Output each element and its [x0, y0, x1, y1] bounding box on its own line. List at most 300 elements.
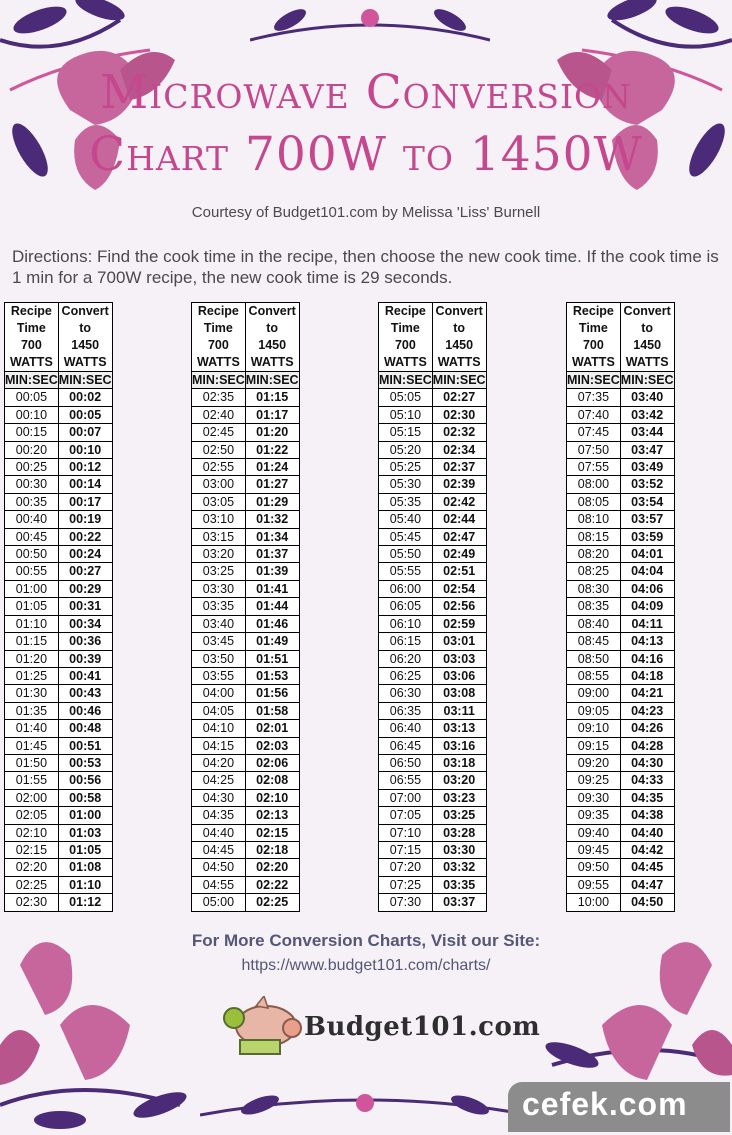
header-line: WATTS	[63, 355, 107, 369]
converted-time-cell: 03:11	[432, 702, 486, 719]
converted-time-cell: 02:32	[432, 424, 486, 441]
header-line: WATTS	[625, 355, 669, 369]
table-row	[5, 894, 113, 911]
column-header	[432, 303, 486, 372]
converted-time-cell: 00:29	[58, 580, 112, 597]
table-row	[567, 876, 675, 893]
table-row	[192, 633, 300, 650]
recipe-time-cell: 04:20	[192, 754, 246, 771]
table-row	[379, 667, 487, 684]
recipe-time-cell: 00:10	[5, 406, 59, 423]
converted-time-cell: 00:31	[58, 598, 112, 615]
recipe-time-cell: 08:40	[567, 615, 621, 632]
recipe-time-cell: 03:25	[192, 563, 246, 580]
table-row	[192, 859, 300, 876]
converted-time-cell: 01:17	[245, 406, 299, 423]
converted-time-cell: 00:22	[58, 528, 112, 545]
recipe-time-cell: 05:50	[379, 546, 433, 563]
header-line: 1450	[71, 338, 100, 352]
table-row	[567, 789, 675, 806]
header-line: Convert to	[623, 304, 671, 335]
converted-time-cell: 02:59	[432, 615, 486, 632]
converted-time-cell: 01:03	[58, 824, 112, 841]
recipe-time-cell: 03:35	[192, 598, 246, 615]
recipe-time-cell: 00:25	[5, 459, 59, 476]
recipe-time-cell: 05:00	[192, 894, 246, 911]
table-row	[567, 459, 675, 476]
header-line: WATTS	[383, 355, 427, 369]
converted-time-cell: 03:49	[620, 459, 674, 476]
pig-mascot-icon	[220, 996, 304, 1058]
recipe-time-cell: 08:50	[567, 650, 621, 667]
header-line: 1450	[445, 338, 474, 352]
recipe-time-cell: 03:15	[192, 528, 246, 545]
converted-time-cell: 04:26	[620, 720, 674, 737]
table-row	[567, 737, 675, 754]
table-row	[192, 441, 300, 458]
recipe-time-cell: 08:55	[567, 667, 621, 684]
recipe-time-cell: 07:00	[379, 789, 433, 806]
title-line-1: Microwave Conversion	[100, 65, 632, 120]
recipe-time-cell: 08:15	[567, 528, 621, 545]
recipe-time-cell: 02:50	[192, 441, 246, 458]
converted-time-cell: 00:48	[58, 720, 112, 737]
converted-time-cell: 03:32	[432, 859, 486, 876]
table-row	[379, 789, 487, 806]
recipe-time-cell: 08:35	[567, 598, 621, 615]
converted-time-cell: 03:23	[432, 789, 486, 806]
recipe-time-cell: 06:20	[379, 650, 433, 667]
converted-time-cell: 04:04	[620, 563, 674, 580]
header-line: Recipe	[10, 304, 52, 318]
converted-time-cell: 01:08	[58, 859, 112, 876]
converted-time-cell: 04:09	[620, 598, 674, 615]
table-row	[379, 894, 487, 911]
table-row	[567, 754, 675, 771]
recipe-time-cell: 00:50	[5, 546, 59, 563]
table-row	[192, 459, 300, 476]
table-row	[567, 772, 675, 789]
table-row	[567, 720, 675, 737]
converted-time-cell: 03:57	[620, 511, 674, 528]
table-row	[567, 580, 675, 597]
recipe-time-cell: 04:10	[192, 720, 246, 737]
converted-time-cell: 01:46	[245, 615, 299, 632]
recipe-time-cell: 00:15	[5, 424, 59, 441]
column-header	[567, 303, 621, 372]
converted-time-cell: 04:06	[620, 580, 674, 597]
header-line: Convert to	[248, 304, 296, 335]
table-row	[5, 406, 113, 423]
unit-header: MIN:SEC	[567, 373, 620, 387]
converted-time-cell: 03:35	[432, 876, 486, 893]
recipe-time-cell: 02:05	[5, 807, 59, 824]
table-row	[192, 807, 300, 824]
table-row	[5, 685, 113, 702]
converted-time-cell: 04:50	[620, 894, 674, 911]
table-row	[5, 702, 113, 719]
recipe-time-cell: 04:45	[192, 841, 246, 858]
converted-time-cell: 03:44	[620, 424, 674, 441]
recipe-time-cell: 02:35	[192, 389, 246, 406]
table-row	[567, 807, 675, 824]
recipe-time-cell: 09:00	[567, 685, 621, 702]
table-row	[192, 406, 300, 423]
table-row	[5, 720, 113, 737]
recipe-time-cell: 09:55	[567, 876, 621, 893]
table-row	[192, 511, 300, 528]
converted-time-cell: 04:35	[620, 789, 674, 806]
converted-time-cell: 02:15	[245, 824, 299, 841]
converted-time-cell: 02:08	[245, 772, 299, 789]
recipe-time-cell: 03:10	[192, 511, 246, 528]
conversion-table-1	[4, 302, 113, 912]
recipe-time-cell: 00:55	[5, 563, 59, 580]
recipe-time-cell: 04:25	[192, 772, 246, 789]
converted-time-cell: 01:12	[58, 894, 112, 911]
header-line: WATTS	[571, 355, 615, 369]
conversion-table-2	[191, 302, 300, 912]
table-row	[567, 859, 675, 876]
recipe-time-cell: 08:25	[567, 563, 621, 580]
table-row	[192, 598, 300, 615]
table-row	[379, 720, 487, 737]
recipe-time-cell: 01:45	[5, 737, 59, 754]
recipe-time-cell: 03:30	[192, 580, 246, 597]
floral-decoration-bottom-center-icon	[200, 1075, 530, 1135]
recipe-time-cell: 03:20	[192, 546, 246, 563]
table-row	[5, 424, 113, 441]
table-row	[379, 876, 487, 893]
converted-time-cell: 02:42	[432, 493, 486, 510]
unit-header: MIN:SEC	[432, 373, 486, 387]
converted-time-cell: 04:38	[620, 807, 674, 824]
recipe-time-cell: 05:30	[379, 476, 433, 493]
title-line-2: Chart 700W to 1450W	[89, 127, 643, 182]
unit-header: MIN:SEC	[620, 373, 674, 387]
budget101-logo[interactable]	[220, 996, 541, 1058]
recipe-time-cell: 02:20	[5, 859, 59, 876]
recipe-time-cell: 01:35	[5, 702, 59, 719]
recipe-time-cell: 04:40	[192, 824, 246, 841]
unit-header: MIN:SEC	[379, 373, 432, 387]
table-row	[5, 459, 113, 476]
recipe-time-cell: 01:50	[5, 754, 59, 771]
table-row	[379, 563, 487, 580]
header-line: Time 700	[578, 321, 608, 352]
table-row	[379, 389, 487, 406]
table-row	[379, 685, 487, 702]
converted-time-cell: 04:23	[620, 702, 674, 719]
converted-time-cell: 02:56	[432, 598, 486, 615]
converted-time-cell: 03:01	[432, 633, 486, 650]
recipe-time-cell: 07:35	[567, 389, 621, 406]
page-title	[0, 62, 732, 186]
converted-time-cell: 03:06	[432, 667, 486, 684]
recipe-time-cell: 05:15	[379, 424, 433, 441]
table-row	[5, 789, 113, 806]
recipe-time-cell: 04:55	[192, 876, 246, 893]
recipe-time-cell: 02:10	[5, 824, 59, 841]
table-row	[567, 476, 675, 493]
unit-header: MIN:SEC	[245, 373, 299, 387]
table-row	[5, 511, 113, 528]
credit-line: Courtesy of Budget101.com by Melissa 'Liss' Burnell	[191, 204, 541, 221]
converted-time-cell: 01:44	[245, 598, 299, 615]
table-row	[5, 563, 113, 580]
recipe-time-cell: 06:50	[379, 754, 433, 771]
converted-time-cell: 04:42	[620, 841, 674, 858]
recipe-time-cell: 08:05	[567, 493, 621, 510]
table-row	[379, 459, 487, 476]
recipe-time-cell: 09:15	[567, 737, 621, 754]
recipe-time-cell: 01:25	[5, 667, 59, 684]
recipe-time-cell: 03:05	[192, 493, 246, 510]
converted-time-cell: 02:30	[432, 406, 486, 423]
converted-time-cell: 00:46	[58, 702, 112, 719]
column-header	[5, 303, 59, 372]
converted-time-cell: 01:05	[58, 841, 112, 858]
recipe-time-cell: 10:00	[567, 894, 621, 911]
column-header	[620, 303, 674, 372]
column-header	[192, 303, 246, 372]
footer-url-link[interactable]: https://www.budget101.com/charts/	[241, 957, 491, 974]
table-row	[192, 685, 300, 702]
table-row	[379, 772, 487, 789]
converted-time-cell: 01:51	[245, 650, 299, 667]
table-row	[567, 406, 675, 423]
recipe-time-cell: 01:00	[5, 580, 59, 597]
recipe-time-cell: 06:45	[379, 737, 433, 754]
header-line: WATTS	[437, 355, 481, 369]
converted-time-cell: 02:01	[245, 720, 299, 737]
recipe-time-cell: 05:45	[379, 528, 433, 545]
converted-time-cell: 02:34	[432, 441, 486, 458]
recipe-time-cell: 05:10	[379, 406, 433, 423]
recipe-time-cell: 01:30	[5, 685, 59, 702]
converted-time-cell: 01:34	[245, 528, 299, 545]
converted-time-cell: 00:17	[58, 493, 112, 510]
converted-time-cell: 02:22	[245, 876, 299, 893]
table-row	[5, 737, 113, 754]
converted-time-cell: 02:49	[432, 546, 486, 563]
unit-header: MIN:SEC	[5, 373, 58, 387]
converted-time-cell: 01:56	[245, 685, 299, 702]
converted-time-cell: 03:40	[620, 389, 674, 406]
recipe-time-cell: 09:10	[567, 720, 621, 737]
recipe-time-cell: 07:50	[567, 441, 621, 458]
converted-time-cell: 00:41	[58, 667, 112, 684]
header-line: Recipe	[384, 304, 426, 318]
converted-time-cell: 00:24	[58, 546, 112, 563]
converted-time-cell: 01:20	[245, 424, 299, 441]
table-row	[567, 546, 675, 563]
recipe-time-cell: 04:05	[192, 702, 246, 719]
converted-time-cell: 00:36	[58, 633, 112, 650]
converted-time-cell: 03:30	[432, 841, 486, 858]
converted-time-cell: 03:52	[620, 476, 674, 493]
converted-time-cell: 00:14	[58, 476, 112, 493]
recipe-time-cell: 07:05	[379, 807, 433, 824]
recipe-time-cell: 06:30	[379, 685, 433, 702]
table-row	[5, 633, 113, 650]
recipe-time-cell: 05:20	[379, 441, 433, 458]
table-row	[192, 389, 300, 406]
recipe-time-cell: 09:05	[567, 702, 621, 719]
converted-time-cell: 01:27	[245, 476, 299, 493]
recipe-time-cell: 07:55	[567, 459, 621, 476]
converted-time-cell: 01:10	[58, 876, 112, 893]
table-row	[379, 702, 487, 719]
recipe-time-cell: 00:40	[5, 511, 59, 528]
table-row	[192, 702, 300, 719]
recipe-time-cell: 06:40	[379, 720, 433, 737]
table-row	[192, 841, 300, 858]
converted-time-cell: 03:16	[432, 737, 486, 754]
table-row	[5, 528, 113, 545]
recipe-time-cell: 05:55	[379, 563, 433, 580]
converted-time-cell: 01:15	[245, 389, 299, 406]
table-row	[379, 841, 487, 858]
converted-time-cell: 00:56	[58, 772, 112, 789]
header-line: Recipe	[572, 304, 614, 318]
recipe-time-cell: 06:55	[379, 772, 433, 789]
table-row	[192, 720, 300, 737]
recipe-time-cell: 06:00	[379, 580, 433, 597]
table-row	[192, 563, 300, 580]
converted-time-cell: 02:51	[432, 563, 486, 580]
table-row	[379, 476, 487, 493]
converted-time-cell: 04:11	[620, 615, 674, 632]
converted-time-cell: 04:40	[620, 824, 674, 841]
recipe-time-cell: 02:00	[5, 789, 59, 806]
table-row	[379, 737, 487, 754]
converted-time-cell: 02:10	[245, 789, 299, 806]
converted-time-cell: 00:12	[58, 459, 112, 476]
recipe-time-cell: 01:10	[5, 615, 59, 632]
table-row	[192, 650, 300, 667]
recipe-time-cell: 01:40	[5, 720, 59, 737]
converted-time-cell: 03:03	[432, 650, 486, 667]
table-row	[192, 493, 300, 510]
recipe-time-cell: 00:35	[5, 493, 59, 510]
table-row	[379, 598, 487, 615]
table-row	[5, 754, 113, 771]
recipe-time-cell: 00:30	[5, 476, 59, 493]
recipe-time-cell: 06:35	[379, 702, 433, 719]
footer-cta: For More Conversion Charts, Visit our Site:	[191, 931, 541, 950]
recipe-time-cell: 03:50	[192, 650, 246, 667]
unit-header: MIN:SEC	[192, 373, 245, 387]
table-row	[567, 493, 675, 510]
recipe-time-cell: 07:10	[379, 824, 433, 841]
header-line: WATTS	[9, 355, 53, 369]
recipe-time-cell: 03:45	[192, 633, 246, 650]
recipe-time-cell: 04:50	[192, 859, 246, 876]
converted-time-cell: 00:27	[58, 563, 112, 580]
table-row	[5, 615, 113, 632]
recipe-time-cell: 08:00	[567, 476, 621, 493]
table-row	[567, 424, 675, 441]
recipe-time-cell: 05:40	[379, 511, 433, 528]
converted-time-cell: 03:28	[432, 824, 486, 841]
table-row	[567, 633, 675, 650]
converted-time-cell: 01:53	[245, 667, 299, 684]
recipe-time-cell: 03:40	[192, 615, 246, 632]
converted-time-cell: 02:37	[432, 459, 486, 476]
converted-time-cell: 02:18	[245, 841, 299, 858]
converted-time-cell: 04:21	[620, 685, 674, 702]
converted-time-cell: 04:18	[620, 667, 674, 684]
converted-time-cell: 04:45	[620, 859, 674, 876]
recipe-time-cell: 06:15	[379, 633, 433, 650]
converted-time-cell: 02:06	[245, 754, 299, 771]
converted-time-cell: 01:00	[58, 807, 112, 824]
table-row	[567, 441, 675, 458]
converted-time-cell: 02:13	[245, 807, 299, 824]
table-row	[379, 441, 487, 458]
table-row	[192, 424, 300, 441]
table-row	[567, 894, 675, 911]
table-row	[5, 876, 113, 893]
recipe-time-cell: 09:25	[567, 772, 621, 789]
table-row	[192, 772, 300, 789]
recipe-time-cell: 02:55	[192, 459, 246, 476]
converted-time-cell: 03:08	[432, 685, 486, 702]
header-line: 1450	[633, 338, 662, 352]
converted-time-cell: 00:02	[58, 389, 112, 406]
header-line: WATTS	[250, 355, 294, 369]
table-row	[567, 702, 675, 719]
converted-time-cell: 03:18	[432, 754, 486, 771]
table-row	[567, 563, 675, 580]
table-row	[5, 598, 113, 615]
recipe-time-cell: 06:25	[379, 667, 433, 684]
table-row	[192, 824, 300, 841]
table-row	[567, 528, 675, 545]
table-row	[379, 406, 487, 423]
converted-time-cell: 02:54	[432, 580, 486, 597]
converted-time-cell: 03:37	[432, 894, 486, 911]
recipe-time-cell: 05:35	[379, 493, 433, 510]
recipe-time-cell: 01:55	[5, 772, 59, 789]
converted-time-cell: 03:59	[620, 528, 674, 545]
recipe-time-cell: 04:30	[192, 789, 246, 806]
table-row	[5, 772, 113, 789]
converted-time-cell: 00:39	[58, 650, 112, 667]
converted-time-cell: 04:16	[620, 650, 674, 667]
table-row	[192, 894, 300, 911]
converted-time-cell: 03:42	[620, 406, 674, 423]
recipe-time-cell: 05:25	[379, 459, 433, 476]
table-row	[567, 685, 675, 702]
converted-time-cell: 03:20	[432, 772, 486, 789]
recipe-time-cell: 02:15	[5, 841, 59, 858]
recipe-time-cell: 01:15	[5, 633, 59, 650]
header-line: Convert to	[435, 304, 483, 335]
converted-time-cell: 01:32	[245, 511, 299, 528]
table-row	[192, 615, 300, 632]
recipe-time-cell: 00:20	[5, 441, 59, 458]
converted-time-cell: 02:27	[432, 389, 486, 406]
recipe-time-cell: 09:20	[567, 754, 621, 771]
table-row	[5, 546, 113, 563]
header-line: Time 700	[203, 321, 233, 352]
table-row	[379, 859, 487, 876]
converted-time-cell: 03:47	[620, 441, 674, 458]
table-row	[5, 493, 113, 510]
converted-time-cell: 00:07	[58, 424, 112, 441]
